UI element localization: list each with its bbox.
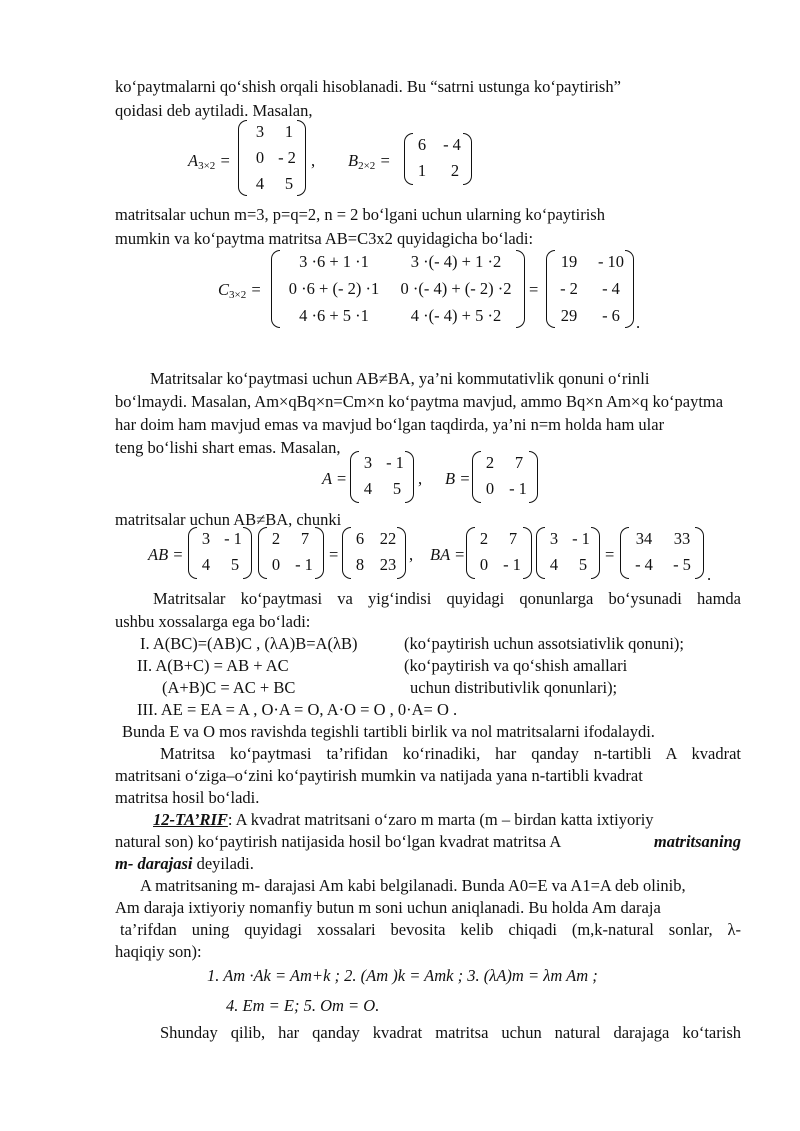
equals-sign: = bbox=[605, 545, 615, 564]
law-formula: II. A(B+C) = AB + AC bbox=[137, 656, 289, 675]
matrix-cell: 3 ·6 + 1 ·1 bbox=[299, 252, 369, 271]
matrix-cell: - 4 bbox=[635, 555, 653, 574]
matrix-b-label: B = bbox=[445, 469, 471, 488]
matrix-cell: - 6 bbox=[602, 306, 620, 325]
matrix-cell: 7 bbox=[508, 529, 518, 548]
matrix-cell: - 2 bbox=[560, 279, 578, 298]
matrix-cell: 7 bbox=[300, 529, 310, 548]
matrix-cell: 33 bbox=[673, 529, 691, 548]
matrix-cell: - 1 bbox=[503, 555, 521, 574]
matrix-cell: 3 bbox=[363, 453, 373, 472]
law-note: (ko‘paytirish uchun assotsiativlik qonuni); bbox=[404, 634, 685, 653]
matrix-cell: 6 bbox=[417, 135, 427, 154]
paragraph-line: Matritsa ko‘paytmasi ta’rifidan ko‘rinadiki, har qanday n-tartibli A kvadrat bbox=[160, 744, 741, 763]
matrix-cell: 0 bbox=[271, 555, 281, 574]
matrix-cell: 0 ·(- 4) + (- 2) ·2 bbox=[400, 279, 512, 298]
product-ab-label: AB = bbox=[148, 545, 184, 564]
matrix-cell: 4 bbox=[363, 479, 373, 498]
punctuation: , bbox=[311, 151, 316, 170]
matrix-a bbox=[238, 120, 306, 196]
matrix-cell: 4 bbox=[201, 555, 211, 574]
matrix-cell: 22 bbox=[379, 529, 397, 548]
matrix-cell: - 5 bbox=[673, 555, 691, 574]
matrix-b3 bbox=[258, 527, 324, 579]
matrix-cell: - 4 bbox=[602, 279, 620, 298]
law-formula: (A+B)C = AC + BC bbox=[162, 678, 296, 697]
matrix-cell: 7 bbox=[514, 453, 524, 472]
matrix-cell: 2 bbox=[450, 161, 460, 180]
matrix-cell: - 4 bbox=[443, 135, 461, 154]
paragraph-line: ko‘paytmalarni qo‘shish orqali hisoblanadi. Bu “satrni ustunga ko‘paytirish” bbox=[115, 77, 621, 96]
matrix-cell: 0 bbox=[485, 479, 495, 498]
matrix-a-label: A = bbox=[322, 469, 348, 488]
matrix-cell: 34 bbox=[635, 529, 653, 548]
matrix-cell: 2 bbox=[479, 529, 489, 548]
matrix-cell: 5 bbox=[578, 555, 588, 574]
matrix-cell: - 2 bbox=[278, 148, 296, 167]
law-note: (ko‘paytirish va qo‘shish amallari bbox=[404, 656, 628, 675]
law-formula: III. AE = EA = A , O·A = O, A·O = O , 0·A= O . bbox=[137, 700, 458, 719]
matrix-cell: 3 bbox=[201, 529, 211, 548]
matrix-cell: 3 bbox=[549, 529, 559, 548]
matrix-cell: 5 bbox=[230, 555, 240, 574]
paragraph-line: matritsalar uchun m=3, p=q=2, n = 2 bo‘lgani uchun ularning ko‘paytirish bbox=[115, 205, 605, 224]
paragraph-line: ta’rifdan uning quyidagi xossalari bevosita kelib chiqadi (m,k-natural sonlar, λ- bbox=[120, 920, 741, 939]
power-properties-row: 4. Em = E; 5. Om = O. bbox=[226, 996, 380, 1015]
product-ba-label: BA = bbox=[430, 545, 466, 564]
matrix-b-label: $B_{2\times 2}$ = bbox=[348, 151, 391, 172]
matrix-cell: - 1 bbox=[224, 529, 242, 548]
matrix-cell: 6 bbox=[355, 529, 365, 548]
matrix-b bbox=[404, 133, 472, 185]
paragraph-line: Am daraja ixtiyoriy nomanfiy butun m soni uchun aniqlanadi. Bu holda Am daraja bbox=[115, 898, 661, 917]
paragraph-line: qoidasi deb aytiladi. Masalan, bbox=[115, 101, 313, 120]
matrix-cell: 19 bbox=[560, 252, 578, 271]
paragraph-line: Shunday qilib, har qanday kvadrat matritsa uchun natural darajaga ko‘tarish bbox=[160, 1023, 741, 1042]
definition-text: : A kvadrat matritsani o‘zaro m marta (m – birdan katta ixtiyoriy bbox=[227, 810, 654, 829]
matrix-a2 bbox=[350, 451, 414, 503]
paragraph-line: Bunda E va O mos ravishda tegishli tartibli birlik va nol matritsalarni ifodalaydi. bbox=[122, 722, 655, 741]
matrix-cell: 29 bbox=[560, 306, 578, 325]
equals-sign: = bbox=[329, 545, 339, 564]
equals-sign: = bbox=[529, 280, 539, 299]
matrix-cell: - 1 bbox=[295, 555, 313, 574]
definition-line bbox=[115, 854, 254, 874]
matrix-c-label: $C_{3\times 2}$ = bbox=[218, 280, 262, 301]
paragraph-line: teng bo‘lishi shart emas. Masalan, bbox=[115, 438, 341, 457]
matrix-cell: 8 bbox=[355, 555, 365, 574]
matrix-cell: 0 bbox=[479, 555, 489, 574]
punctuation: . bbox=[636, 313, 641, 332]
paragraph-line: mumkin va ko‘paytma matritsa AB=C3x2 quyidagicha bo‘ladi: bbox=[115, 229, 534, 248]
matrix-cell: - 1 bbox=[386, 453, 404, 472]
paragraph-line: Matritsalar ko‘paytmasi uchun AB≠BA, ya’ni kommutativlik qonuni o‘rinli bbox=[150, 369, 650, 388]
matrix-ab-result bbox=[342, 527, 406, 579]
definition-text: natural son) ko‘paytirish natijasida hosil bo‘lgan kvadrat matritsa A bbox=[115, 832, 562, 851]
punctuation: , bbox=[418, 469, 423, 488]
matrix-cell: - 1 bbox=[572, 529, 590, 548]
definition-title: 12-TA’RIF bbox=[153, 810, 228, 829]
matrix-a4 bbox=[536, 527, 600, 579]
matrix-b4 bbox=[466, 527, 532, 579]
paragraph-line: haqiqiy son): bbox=[115, 942, 202, 961]
matrix-ba-result bbox=[620, 527, 704, 579]
matrix-cell: 5 bbox=[284, 174, 294, 193]
paragraph-line: matritsalar uchun AB≠BA, chunki bbox=[115, 510, 342, 529]
matrix-cell: 5 bbox=[392, 479, 402, 498]
matrix-cell: 4 ·6 + 5 ·1 bbox=[299, 306, 369, 325]
paragraph-line: bo‘lmaydi. Masalan, Am×qBq×n=Cm×n ko‘paytma mavjud, ammo Bq×n Am×q ko‘paytma bbox=[115, 392, 724, 411]
paragraph-line: matritsani o‘ziga–o‘zini ko‘paytirish mumkin va natijada yana n-tartibli kvadrat bbox=[115, 766, 643, 785]
matrix-cell: - 10 bbox=[597, 252, 625, 271]
power-properties-row: 1. Am ·Ak = Am+k ; 2. (Am )k = Amk ; 3. (λA)m = λm Am ; bbox=[207, 966, 598, 985]
definition-line bbox=[115, 832, 741, 852]
definition-line bbox=[153, 810, 741, 830]
law-formula: I. A(BC)=(AB)C , (λA)B=A(λB) bbox=[140, 634, 358, 653]
matrix-cell: 0 bbox=[255, 148, 265, 167]
matrix-cell: 2 bbox=[485, 453, 495, 472]
matrix-cell: - 1 bbox=[509, 479, 527, 498]
matrix-a3 bbox=[188, 527, 252, 579]
matrix-cell: 4 bbox=[549, 555, 559, 574]
matrix-cell: 4 ·(- 4) + 5 ·2 bbox=[410, 306, 502, 325]
paragraph-line: ushbu xossalarga ega bo‘ladi: bbox=[115, 612, 311, 631]
matrix-cell: 2 bbox=[271, 529, 281, 548]
matrix-b2 bbox=[472, 451, 538, 503]
paragraph-line: matritsa hosil bo‘ladi. bbox=[115, 788, 260, 807]
definition-text: deyiladi. bbox=[192, 854, 254, 873]
matrix-cell: 1 bbox=[284, 122, 294, 141]
matrix-cell: 3 ·(- 4) + 1 ·2 bbox=[410, 252, 502, 271]
matrix-c-result bbox=[546, 250, 634, 328]
matrix-cell: 4 bbox=[255, 174, 265, 193]
definition-term: m- darajasi bbox=[115, 854, 193, 873]
paragraph-line: har doim ham mavjud emas va mavjud bo‘lgan taqdirda, ya’ni n=m holda ham ular bbox=[115, 415, 665, 434]
matrix-a-label: $A_{3\times 2}$ = bbox=[188, 151, 231, 172]
paragraph-line: Matritsalar ko‘paytmasi va yig‘indisi quyidagi qonunlarga bo‘ysunadi hamda bbox=[153, 589, 741, 608]
law-note: uchun distributivlik qonunlari); bbox=[410, 678, 618, 697]
matrix-c-expanded bbox=[271, 250, 525, 328]
matrix-cell: 23 bbox=[379, 555, 397, 574]
definition-term: matritsaning bbox=[653, 832, 741, 851]
matrix-cell: 3 bbox=[255, 122, 265, 141]
matrix-cell: 1 bbox=[417, 161, 427, 180]
punctuation: . bbox=[707, 565, 712, 584]
paragraph-line: A matritsaning m- darajasi Am kabi belgilanadi. Bunda A0=E va A1=A deb olinib, bbox=[140, 876, 686, 895]
punctuation: , bbox=[409, 545, 414, 564]
matrix-cell: 0 ·6 + (- 2) ·1 bbox=[288, 279, 380, 298]
